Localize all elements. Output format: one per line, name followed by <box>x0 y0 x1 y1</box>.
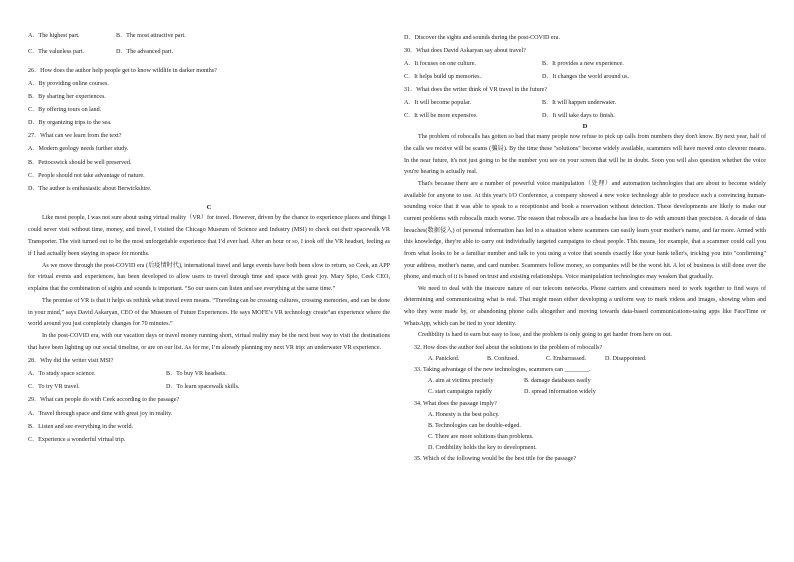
question-35: 35. Which of the following would be the best title for the passage? <box>414 456 577 463</box>
option-row <box>404 70 766 83</box>
question-32: 32. How does the author feel about the solutions to the problem of robocalls? <box>414 344 603 351</box>
option-d: D．By organizing trips to the sea. <box>28 120 112 127</box>
option-a: A．Modern geology needs further study. <box>28 146 129 153</box>
option-d: D. Credibility holds the key to development. <box>428 445 537 451</box>
option-row <box>404 387 766 398</box>
left-column <box>28 31 390 446</box>
option-a: A．To study space science. <box>28 371 96 378</box>
option-a: A. Panicked. <box>428 355 460 362</box>
option-b: B．To buy VR headsets. <box>166 371 227 378</box>
passage-paragraph: Credibility is hard to earn but easy to lose, and the problem is only going to get harder from here on out. <box>418 332 673 339</box>
passage-paragraph: We need to deal with the insecure nature of our telecom networks. Phone carriers and consumers need to work together to find ways of determining and communicating what is real. That might mean either developing a uniform way to mark videos and images, showing when and who they were made by, or abandoning phone calls altogether and moving towards data-based communications-using apps like FaceTime or WhatsApp, which can be tied to your identity. <box>404 285 766 327</box>
option-a: A．The highest part. <box>28 32 80 39</box>
option-b: B. Technologies can be double-edged. <box>428 422 521 429</box>
option-d: D．To learn spacewalk skills. <box>166 384 240 391</box>
option-b: B．Listen and see everything in the world. <box>28 423 134 430</box>
passage-paragraph: Like most people, I was not sure about using virtual reality（VR）for travel. However, driven by the chance to experience places and things I could never visit without time, money, and travel, I visited the Chicago Museum of Science and Industry (MSI) to check out their spacewalk VR Transporter. The visit turned out to be the most unforgettable experience that I’d ever had. After an hour or so, I took off the VR headset, feeling as if I had actually been staying in space for months. <box>28 215 390 257</box>
option-b: B．Pettocswick should be well preserved. <box>28 159 132 166</box>
question-31: 31．What does the writer think of VR travel in the future? <box>404 86 548 93</box>
question-34: 34. What does the passage imply? <box>414 400 497 407</box>
option-c: C. start campaigns rapidly <box>428 389 492 396</box>
option-b: B. damage databases easily <box>524 378 591 385</box>
option-c: C．It helps build up memories. <box>404 73 482 80</box>
passage-paragraph: As we move through the post-COVID era (后疫情时代), international travel and large events have both been slow to return, so Ceek, an APP for virtual events and experiences, has been developed to allow users to travel through time and space with great joy. Mary Spio, Ceek CEO, explains that the combination of sights and sounds is important. “So our users can listen and see everything at the same time.” <box>28 262 390 293</box>
passage-paragraph: The problem of robocalls has gotten so bad that many people now refuse to pick up calls from numbers they don't know. By next year, half of the calls we receive will be scams (骗局). By the time these "solutions" become widely available, scammers will have moved onto cleverer means. In the near future, it's not just going to be the number you see on your screen that will be in doubt. Soon you will also question whether the voice you're hearing is actually real. <box>404 134 766 176</box>
question-26: 26．How does the author help people get to know wildlife in darker months? <box>28 67 217 74</box>
right-column <box>404 31 766 465</box>
option-a: A．By providing online courses. <box>28 80 109 87</box>
option-d: D．It changes the world around us. <box>542 73 629 80</box>
section-heading-d: D <box>582 122 588 130</box>
option-row <box>28 381 390 394</box>
option-a: A．Travel through space and time with great joy in reality. <box>28 410 173 417</box>
option-d: D．It will take days to finish. <box>542 112 615 119</box>
option-a: A. Honesty is the best policy. <box>428 411 500 418</box>
option-row <box>404 109 766 122</box>
option-a: A．It will become popular. <box>404 99 472 106</box>
option-c: C. There are more solutions than problems. <box>428 433 534 440</box>
option-c: C．It will be more expensive. <box>404 112 478 119</box>
question-33: 33. Taking advantage of the new technologies, scammers can ________. <box>414 367 591 374</box>
option-a: A. aim at victims precisely <box>428 378 494 385</box>
passage-paragraph: In the post-COVID era, with our vacation days or travel money running short, virtual reality may be the next best way to visit the destinations that have been lighting up our social timeline, or are on our list. As for me, I’m already planning my next VR trip: an underwater VR experience. <box>28 333 390 352</box>
option-d: D．The advanced part. <box>116 49 174 56</box>
option-b: B．It will happen underwater. <box>542 99 617 106</box>
option-c: C. Embarrassed. <box>546 355 587 362</box>
option-d: D．The author is enthusiastic about Berwickshire. <box>28 185 152 192</box>
option-c: C．Experience a wonderful virtual trip. <box>28 436 126 443</box>
question-27: 27．What can we learn from the text? <box>28 133 122 140</box>
option-c: C．The valueless part. <box>28 49 85 56</box>
option-b: B．By sharing her experiences. <box>28 94 106 101</box>
option-row <box>404 376 766 387</box>
passage-paragraph: The promise of VR is that it helps us rethink what travel even means. “Traveling can be crossing cultures, crossing memories, and can be done in your mind,” says David Askaryan, CEO of the Museum of Future Experiences. He says MOFE’s VR technology create“an experience where the world around you just completely changes for 70 minutes.” <box>28 297 390 328</box>
option-c: C．People should not take advantage of nature. <box>28 172 145 179</box>
option-d: D. Disappointed. <box>605 355 647 362</box>
option-row <box>28 31 390 40</box>
option-c: C．To try VR travel. <box>28 384 80 391</box>
passage-paragraph: That's because there are a number of powerful voice manipulation（处理）and automation technologies that are about to become widely available for anyone to use. At this year's I/O Conference, a company showed a new voice technology able to produce such a convincing human-sounding voice that it was able to speak to a receptionist and book a reservation without detection. These developments are likely to make our current problems with robocalls much worse. The reason that robocalls are a headache has less to do with amount than precision. A decade of data breaches(数据侵入) of personal information has led to a situation where scammers can easily learn your mother's name, and far more. Armed with this knowledge, they're able to carry out individually targeted campaigns to cheat people. This means, for example, that a scammer could call you from what looks to be a familiar number and talk to you using a voice that sounds exactly like your bank teller's, tricking you into "confirming" your address, mother's name, and card number. Scammers follow money, so companies will be the worst hit. A lot of business is still done over the phone, and much of it is based on trust and existing relationships. Voice manipulation technologies may weaken that gradually. <box>404 180 766 281</box>
option-row <box>28 48 390 57</box>
option-row <box>404 353 766 364</box>
option-b: B. Confused. <box>487 355 519 362</box>
option-a: A．It focuses on one culture. <box>404 60 476 67</box>
question-29: 29．What can people do with Ceek according to the passage? <box>28 397 180 404</box>
question-28: 28．Why did the writer visit MSI? <box>28 358 114 365</box>
option-b: B．The most attractive part. <box>116 32 186 39</box>
option-c: C．By offering tours on land. <box>28 107 102 114</box>
option-row <box>404 57 766 70</box>
option-b: B．It provides a new experience. <box>542 60 624 67</box>
option-row <box>404 96 766 109</box>
question-30: 30．What does David Askaryan say about travel? <box>404 47 526 54</box>
option-d: D．Discover the sights and sounds during the post-COVID era. <box>404 34 560 41</box>
option-d: D. spread information widely <box>524 389 596 396</box>
section-heading-c: C <box>206 204 212 212</box>
option-row <box>28 368 390 381</box>
